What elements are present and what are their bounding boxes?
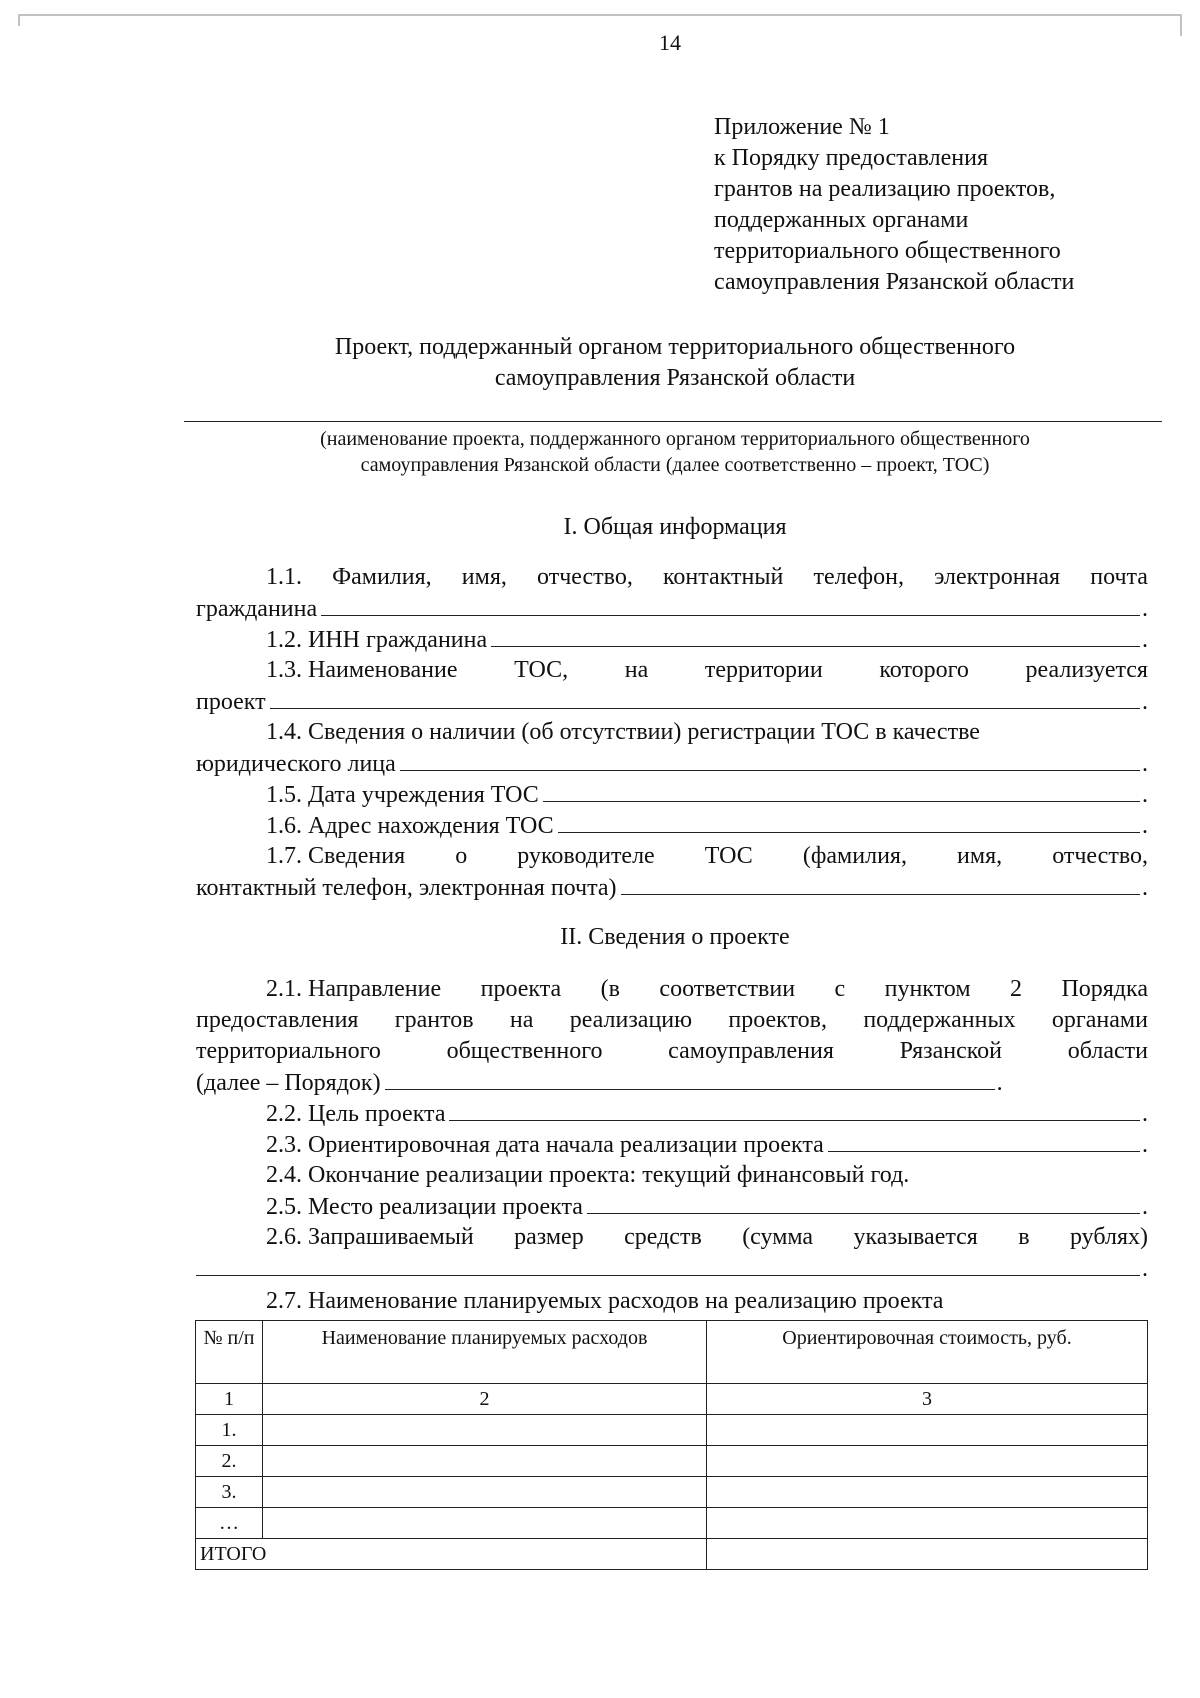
word: территориального [196,1038,381,1064]
page-number: 14 [659,30,681,55]
appendix-line: самоуправления Рязанской области [714,269,1075,295]
word: рублях) [1069,1224,1148,1250]
item-1-6: 1.6. Адрес нахождения ТОС . [196,810,1148,842]
word: почта [1090,564,1148,590]
word: на [509,1007,534,1033]
word: электронная [934,564,1061,590]
word: 2 [1009,976,1022,1002]
table-column-numbers-row [196,1384,1148,1415]
appendix-line: Приложение № 1 [714,114,890,140]
item-2-6 [196,1222,1148,1253]
header-number: № п/п [196,1321,263,1384]
word: на [624,657,649,683]
word: телефон, [813,564,904,590]
word: соответствии [659,976,796,1002]
row-number: 3. [196,1477,263,1508]
establishment-date-field[interactable] [543,779,1140,802]
item-2-7 [196,1286,1148,1317]
start-date-field[interactable] [828,1129,1140,1152]
word: 2.6. Запрашиваемый [266,1224,474,1250]
word: 1.7. Сведения [266,843,406,869]
item-2-1-line2 [196,1005,1148,1036]
inn-field[interactable] [491,624,1140,647]
appendix-header [714,112,1074,298]
header-expense-name: Наименование планируемых расходов [263,1321,707,1384]
column-number: 1 [196,1384,263,1415]
fio-field[interactable] [321,593,1140,616]
expense-cost-cell[interactable] [707,1446,1148,1477]
expense-name-cell[interactable] [263,1477,707,1508]
word: имя, [461,564,507,590]
item-text: 2.2. Цель проекта [266,1101,446,1127]
word: отчество, [537,564,633,590]
direction-field[interactable] [385,1067,995,1090]
expense-cost-cell[interactable] [707,1508,1148,1539]
item-2-5: 2.5. Место реализации проекта . [196,1191,1148,1223]
table-row [196,1508,1148,1539]
expense-name-cell[interactable] [263,1508,707,1539]
word: руководителе [517,843,655,869]
item-text: (далее – Порядок) [196,1070,381,1096]
table-header-row [196,1321,1148,1384]
item-text: 1.5. Дата учреждения ТОС [266,782,539,808]
word: отчество, [1052,843,1148,869]
item-text: 1.4. Сведения о наличии (об отсутствии) регистрации ТОС в качестве [266,719,980,745]
scan-edge-top [20,14,1180,16]
tos-head-field[interactable] [621,872,1140,895]
project-name-field[interactable] [184,421,1162,422]
appendix-line: поддержанных органами [714,207,969,233]
item-1-4-cont: юридического лица . [196,748,1148,780]
word: (фамилия, [802,843,907,869]
expenses-table [195,1320,1148,1570]
item-text: 2.7. Наименование планируемых расходов на реализацию проекта [266,1288,944,1314]
item-2-4 [196,1160,1148,1191]
word: грантов [394,1007,474,1033]
word: пунктом [884,976,971,1002]
section-1-heading: I. Общая информация [563,514,787,540]
word: (в [600,976,620,1002]
goal-field[interactable] [449,1098,1140,1121]
item-1-2: 1.2. ИНН гражданина . [196,624,1148,656]
table-row [196,1415,1148,1446]
word: проекта [480,976,562,1002]
header-cost: Ориентировочная стоимость, руб. [707,1321,1148,1384]
word: органами [1051,1007,1148,1033]
item-text: гражданина [196,596,318,622]
total-cost-cell[interactable] [707,1539,1148,1570]
row-number: 1. [196,1415,263,1446]
word: Фамилия, [332,564,432,590]
project-name-caption [180,426,1170,478]
tos-address-field[interactable] [558,810,1140,833]
item-2-2: 2.2. Цель проекта . [196,1098,1148,1130]
item-1-3 [196,655,1148,686]
item-text: юридического лица [196,751,396,777]
word: размер [514,1224,584,1250]
item-1-7-cont: контактный телефон, электронная почта) . [196,872,1148,904]
expense-cost-cell[interactable] [707,1477,1148,1508]
item-2-1-cont: (далее – Порядок) . [196,1067,1148,1099]
appendix-line: территориального общественного [714,238,1061,264]
item-2-6-cont: . [196,1253,1148,1285]
word: ТОС [704,843,753,869]
item-text: контактный телефон, электронная почта) [196,875,617,901]
item-text: 2.3. Ориентировочная дата начала реализации проекта [266,1132,824,1158]
item-2-1-line3 [196,1036,1148,1067]
row-number: … [196,1508,263,1539]
item-1-7 [196,841,1148,872]
word: ТОС, [514,657,569,683]
caption-line-1: (наименование проекта, поддержанного органом территориального общественного [320,428,1030,450]
table-total-row [196,1539,1148,1570]
title-line-1: Проект, поддержанный органом территориального общественного [334,334,1016,360]
caption-line-2: самоуправления Рязанской области (далее соответственно – проект, ТОС) [360,454,990,476]
location-field[interactable] [587,1191,1140,1214]
word: реализацию [569,1007,693,1033]
word: территории [704,657,823,683]
word: 1.3. Наименование [266,657,458,683]
word: общественного [446,1038,603,1064]
word: средств [624,1224,702,1250]
item-2-1 [196,974,1148,1005]
word: указывается [853,1224,978,1250]
word: которого [879,657,969,683]
item-1-5: 1.5. Дата учреждения ТОС . [196,779,1148,811]
word: 1.1. [266,564,302,590]
appendix-line: грантов на реализацию проектов, [714,176,1056,202]
item-text: 2.4. Окончание реализации проекта: текущий финансовый год. [266,1162,910,1188]
table-row [196,1477,1148,1508]
word: (сумма [742,1224,814,1250]
expense-name-cell[interactable] [263,1446,707,1477]
word: имя, [957,843,1003,869]
scan-edge-left [18,14,20,26]
total-label: ИТОГО [196,1539,707,1570]
word: о [455,843,468,869]
expense-name-cell[interactable] [263,1415,707,1446]
word: 2.1. Направление [266,976,442,1002]
word: области [1067,1038,1148,1064]
item-text: 1.2. ИНН гражданина [266,627,488,653]
word: с [834,976,846,1002]
item-1-3-cont: проект . [196,686,1148,718]
item-1-1 [196,562,1148,593]
word: проектов, [728,1007,828,1033]
word: контактный [662,564,784,590]
item-text: 2.5. Место реализации проекта [266,1194,583,1220]
row-number: 2. [196,1446,263,1477]
word: самоуправления [668,1038,834,1064]
table-row [196,1446,1148,1477]
word: в [1018,1224,1030,1250]
item-1-4 [196,717,1148,748]
word: реализуется [1025,657,1148,683]
column-number: 2 [263,1384,707,1415]
tos-name-field[interactable] [270,686,1140,709]
item-text: проект [196,689,266,715]
expense-cost-cell[interactable] [707,1415,1148,1446]
item-2-3: 2.3. Ориентировочная дата начала реализации проекта . [196,1129,1148,1161]
word: поддержанных [863,1007,1016,1033]
word: Рязанской [899,1038,1003,1064]
word: предоставления [196,1007,359,1033]
item-1-1-cont: гражданина . [196,593,1148,625]
item-text: 1.6. Адрес нахождения ТОС [266,813,554,839]
registration-field[interactable] [400,748,1140,771]
word: Порядка [1061,976,1148,1002]
section-2-heading: II. Сведения о проекте [560,924,790,950]
column-number: 3 [707,1384,1148,1415]
appendix-line: к Порядку предоставления [714,145,989,171]
amount-field[interactable] [196,1253,1140,1276]
title-line-2: самоуправления Рязанской области [494,365,856,391]
document-title [180,332,1170,394]
